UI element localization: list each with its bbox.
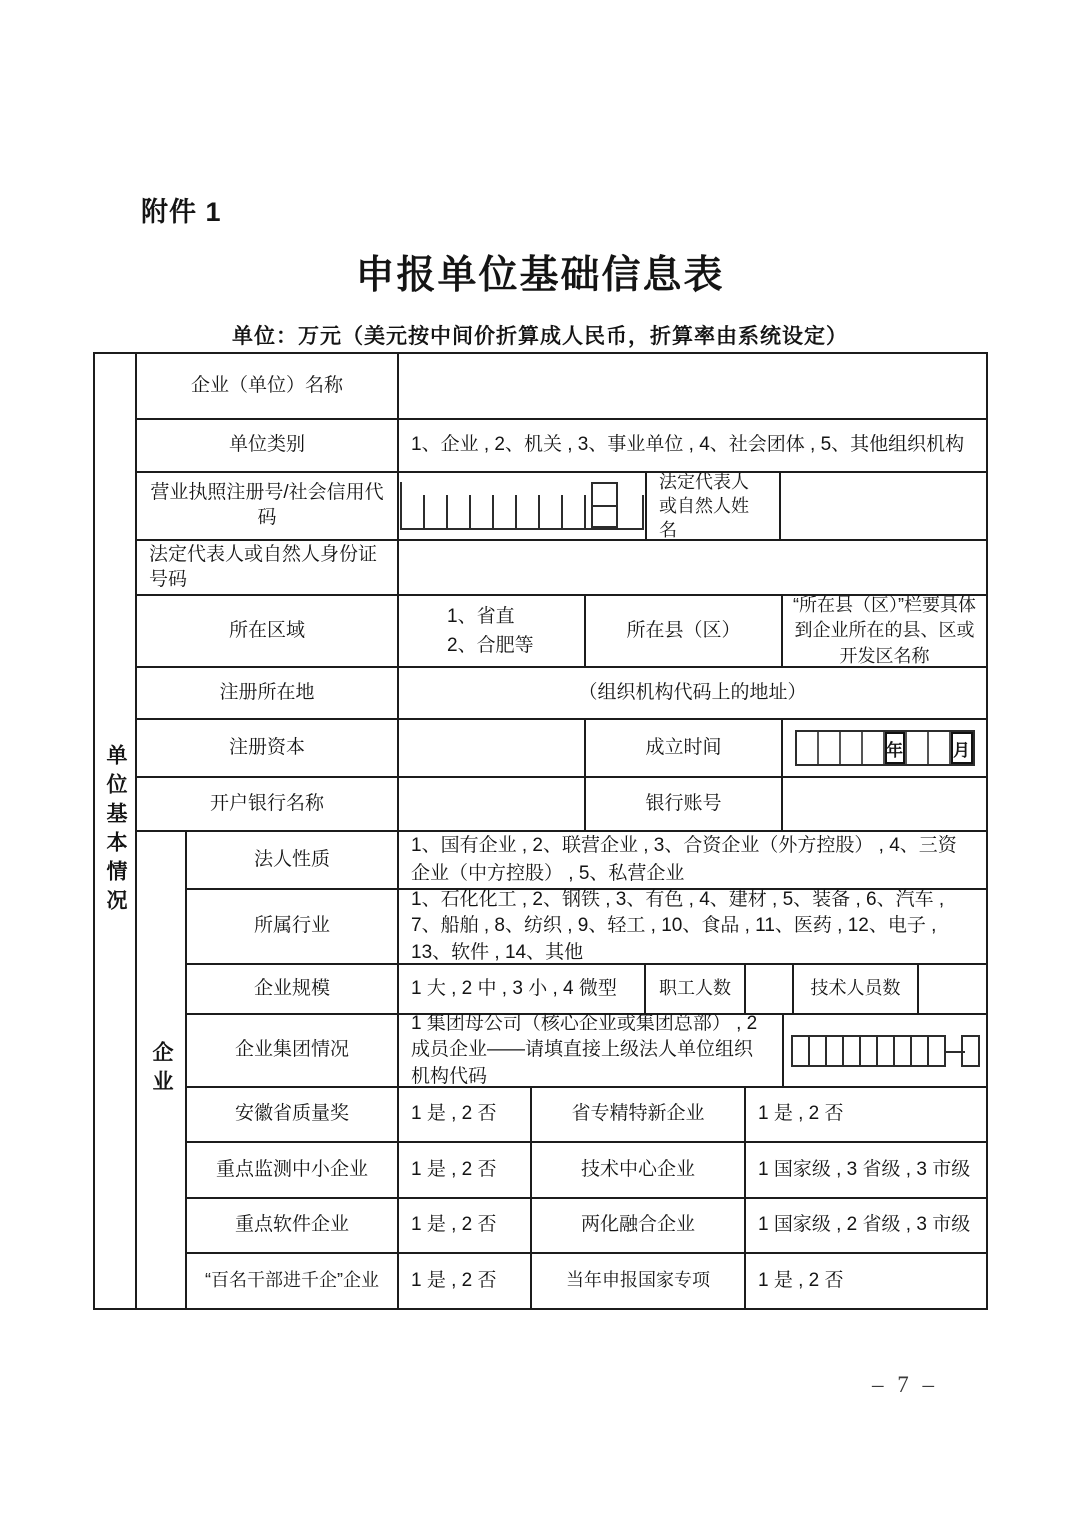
quality-award-options: 1 是 , 2 否 — [397, 1088, 530, 1141]
license-code-boxes — [400, 482, 644, 530]
key-software-label: 重点软件企业 — [234, 1214, 349, 1236]
row-capital-founding — [137, 718, 986, 776]
account-value-cell — [781, 778, 986, 830]
row-license — [137, 471, 986, 539]
scale-label: 企业规模 — [253, 977, 330, 999]
unit-name-value-cell — [397, 354, 986, 418]
row-region — [137, 594, 986, 666]
row-nature — [187, 832, 986, 888]
legal-id-value-cell — [397, 541, 986, 594]
sjtx-options: 1 是 , 2 否 — [744, 1088, 986, 1141]
legal-name-label: 法定代表人或自然人姓名 — [645, 473, 779, 539]
national-project-label: 当年申报国家专项 — [530, 1254, 744, 1308]
tech-count-label: 技术人员数 — [792, 965, 917, 1013]
hundred-cadres-label: “百名干部进千企”企业 — [205, 1270, 379, 1291]
legal-id-label: 法定代表人或自然人身份证号码 — [149, 543, 378, 590]
capital-value-cell — [397, 720, 584, 776]
region-options-cell — [397, 596, 584, 666]
key-software-options: 1 是 , 2 否 — [397, 1199, 530, 1252]
row-hundred-cadres — [187, 1252, 986, 1308]
form-title: 申报单位基础信息表 — [355, 254, 725, 297]
row-scale — [187, 963, 986, 1013]
capital-label: 注册资本 — [228, 736, 305, 758]
group-status-text: 1 集团母公司（核心企业或集团总部） , 2 成员企业——请填直接上级法人单位组织机构代码 — [397, 1015, 782, 1086]
integration-label: 两化融合企业 — [530, 1199, 744, 1252]
hundred-cadres-options: 1 是 , 2 否 — [397, 1254, 530, 1308]
enterprise-section — [137, 830, 986, 1308]
bank-label: 开户银行名称 — [209, 792, 324, 814]
sjtx-label: 省专精特新企业 — [530, 1088, 744, 1141]
founding-label: 成立时间 — [584, 720, 781, 776]
row-group-status — [187, 1013, 986, 1086]
tech-center-options: 1 国家级 , 3 省级 , 3 市级 — [744, 1143, 986, 1197]
unit-conversion-note: 单位：万元（美元按中间价折算成人民币，折算率由系统设定） — [232, 325, 848, 348]
bank-value-cell — [397, 778, 584, 830]
county-note: “所在县（区）”栏要具体到企业所在的县、区或开发区名称 — [781, 596, 986, 666]
org-code-cell — [782, 1015, 986, 1086]
rowgroup-enterprise — [137, 832, 187, 1308]
rowgroup-enterprise-label: 企业 — [150, 1041, 173, 1099]
attachment-label: 附件 1 — [141, 197, 222, 227]
staff-count-label: 职工人数 — [644, 965, 744, 1013]
table-body — [137, 354, 986, 1308]
tech-count-value-cell — [917, 965, 986, 1013]
page-number: – 7 – — [872, 1372, 938, 1397]
founding-date-boxes — [795, 730, 975, 766]
row-unit-type — [137, 418, 986, 471]
county-label: 所在县（区） — [584, 596, 781, 666]
reg-address-hint: （组织机构代码上的地址） — [397, 668, 986, 718]
scale-options: 1 大 , 2 中 , 3 小 , 4 微型 — [397, 965, 644, 1013]
basic-info-table — [93, 352, 988, 1310]
national-project-options: 1 是 , 2 否 — [744, 1254, 986, 1308]
unit-type-options: 1、企业 , 2、机关 , 3、事业单位 , 4、社会团体 , 5、其他组织机构 — [397, 420, 986, 471]
row-industry — [187, 888, 986, 963]
tech-center-label: 技术中心企业 — [530, 1143, 744, 1197]
month-box: 月 — [951, 732, 973, 764]
account-label: 银行账号 — [584, 778, 781, 830]
nature-options: 1、国有企业 , 2、联营企业 , 3、合资企业（外方控股） , 4、三资企业（中方控股） , 5、私营企业 — [397, 832, 986, 888]
nature-label: 法人性质 — [253, 848, 330, 870]
integration-options: 1 国家级 , 2 省级 , 3 市级 — [744, 1199, 986, 1252]
rowgroup-unit-basic-label: 单位基本情况 — [104, 744, 127, 918]
monitored-sme-label: 重点监测中小企业 — [215, 1158, 368, 1180]
row-legal-id — [137, 539, 986, 594]
region-label: 所在区域 — [228, 619, 305, 641]
group-status-label: 企业集团情况 — [234, 1039, 349, 1061]
row-unit-name — [137, 354, 986, 418]
row-quality-award — [187, 1086, 986, 1141]
license-code-cell — [397, 473, 645, 539]
staff-count-value-cell — [744, 965, 792, 1013]
founding-date-cell — [781, 720, 986, 776]
industry-options: 1、石化化工 , 2、钢铁 , 3、有色 , 4、建材 , 5、装备 , 6、汽车 , 7、船舶 , 8、纺织 , 9、轻工 , 10、食品 , 11、医药 , 12、电子 , 13、软件 , 14、其他 — [397, 890, 986, 963]
row-reg-address — [137, 666, 986, 718]
reg-address-label: 注册所在地 — [219, 681, 315, 703]
row-monitored-sme — [187, 1141, 986, 1197]
legal-name-value-cell — [779, 473, 986, 539]
region-option-1: 1、省直 — [447, 605, 515, 627]
industry-label: 所属行业 — [253, 915, 330, 937]
license-label: 营业执照注册号/社会信用代码 — [150, 482, 384, 528]
row-key-software — [187, 1197, 986, 1252]
region-option-2: 2、合肥等 — [447, 635, 534, 656]
unit-name-label: 企业（单位）名称 — [190, 374, 343, 396]
unit-type-label: 单位类别 — [228, 434, 305, 456]
rowgroup-unit-basic — [95, 354, 137, 1308]
monitored-sme-options: 1 是 , 2 否 — [397, 1143, 530, 1197]
quality-award-label: 安徽省质量奖 — [234, 1103, 349, 1125]
row-bank — [137, 776, 986, 830]
org-code-boxes — [791, 1035, 980, 1067]
year-box: 年 — [885, 732, 907, 764]
